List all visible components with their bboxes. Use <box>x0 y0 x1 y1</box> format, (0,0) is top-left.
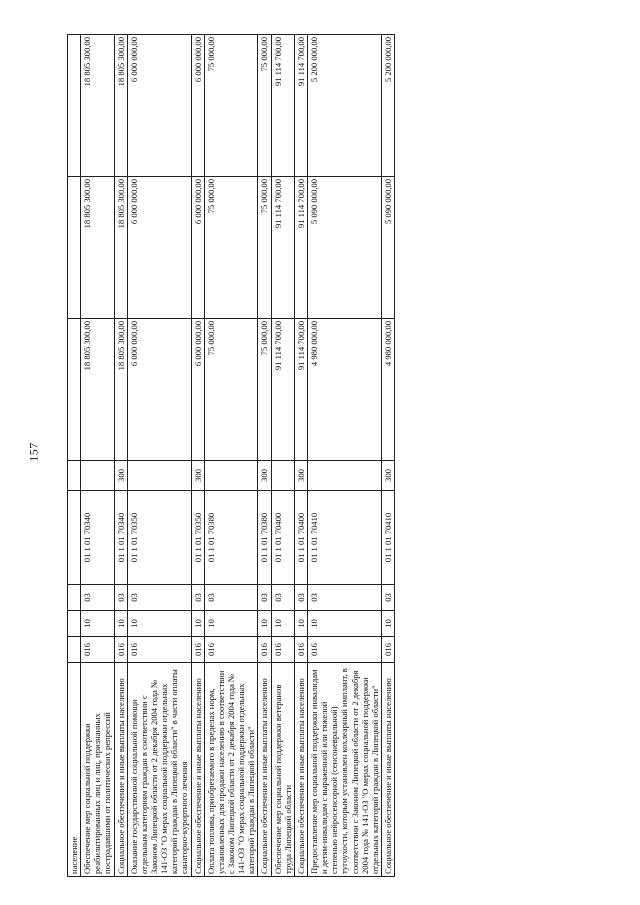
expense-type-cell <box>81 461 114 491</box>
table-row <box>191 35 204 877</box>
expense-type-cell: 300 <box>258 461 271 491</box>
amount-year2-cell: 6 000 000,00 <box>191 177 204 319</box>
target-article-cell: 01 1 01 70380 <box>204 491 258 585</box>
amount-year3-cell: 5 200 000,00 <box>381 35 394 177</box>
amount-year2-cell: 91 114 700,00 <box>271 177 294 319</box>
section-code-cell: 10 <box>307 611 381 637</box>
target-article-cell: 01 1 01 70340 <box>114 491 127 585</box>
amount-year3-cell: 75 000,00 <box>204 35 258 177</box>
table-row <box>271 35 294 877</box>
target-article-cell: 01 1 01 70350 <box>127 491 191 585</box>
amount-year1-cell: 4 980 000,00 <box>307 319 381 461</box>
amount-year2-cell: 6 000 000,00 <box>127 177 191 319</box>
expense-type-cell <box>127 461 191 491</box>
item-name-cell: Социальное обеспечение и иные выплаты населению <box>294 663 307 877</box>
budget-table <box>67 34 395 877</box>
admin-code-cell <box>68 637 81 663</box>
table-row <box>258 35 271 877</box>
expense-type-cell <box>271 461 294 491</box>
table-row <box>127 35 191 877</box>
admin-code-cell: 016 <box>258 637 271 663</box>
amount-year3-cell: 91 114 700,00 <box>271 35 294 177</box>
amount-year1-cell: 6 000 000,00 <box>127 319 191 461</box>
target-article-cell: 01 1 01 70380 <box>258 491 271 585</box>
target-article-cell: 01 1 01 70340 <box>81 491 114 585</box>
amount-year3-cell: 6 000 000,00 <box>127 35 191 177</box>
expense-type-cell <box>204 461 258 491</box>
amount-year2-cell: 75 000,00 <box>258 177 271 319</box>
table-row <box>204 35 258 877</box>
amount-year1-cell <box>68 319 81 461</box>
admin-code-cell: 016 <box>307 637 381 663</box>
section-code-cell: 10 <box>294 611 307 637</box>
item-name-cell: Оказание государственной социальной помощи отдельным категориям граждан в соответствии с Законом Липецкой области от 2 декабря 2004 года № 141-ОЗ "О мерах социальной поддержки отдельных категорий граждан в Липецкой области" в части оплаты санаторно-курортного лечения <box>127 663 191 877</box>
rotated-table-wrapper <box>67 35 587 877</box>
amount-year1-cell: 75 000,00 <box>258 319 271 461</box>
expense-type-cell <box>307 461 381 491</box>
section-code-cell: 10 <box>381 611 394 637</box>
admin-code-cell: 016 <box>271 637 294 663</box>
admin-code-cell: 016 <box>294 637 307 663</box>
amount-year3-cell: 18 805 300,00 <box>81 35 114 177</box>
amount-year2-cell: 5 090 000,00 <box>307 177 381 319</box>
expense-type-cell: 300 <box>294 461 307 491</box>
amount-year1-cell: 6 000 000,00 <box>191 319 204 461</box>
subsection-code-cell: 03 <box>258 585 271 611</box>
section-code-cell: 10 <box>114 611 127 637</box>
amount-year3-cell: 75 000,00 <box>258 35 271 177</box>
table-row <box>294 35 307 877</box>
admin-code-cell: 016 <box>204 637 258 663</box>
amount-year2-cell: 18 805 300,00 <box>114 177 127 319</box>
subsection-code-cell: 03 <box>204 585 258 611</box>
amount-year1-cell: 75 000,00 <box>204 319 258 461</box>
section-code-cell: 10 <box>81 611 114 637</box>
table-row <box>307 35 381 877</box>
table-row <box>81 35 114 877</box>
amount-year1-cell: 18 805 300,00 <box>114 319 127 461</box>
item-name-cell: Социальное обеспечение и иные выплаты населению <box>258 663 271 877</box>
amount-year3-cell <box>68 35 81 177</box>
item-name-cell: Социальное обеспечение и иные выплаты населению <box>191 663 204 877</box>
expense-type-cell: 300 <box>191 461 204 491</box>
subsection-code-cell: 03 <box>114 585 127 611</box>
section-code-cell: 10 <box>204 611 258 637</box>
amount-year1-cell: 4 980 000,00 <box>381 319 394 461</box>
admin-code-cell: 016 <box>191 637 204 663</box>
budget-table-body <box>68 35 395 877</box>
amount-year2-cell: 18 805 300,00 <box>81 177 114 319</box>
admin-code-cell: 016 <box>114 637 127 663</box>
page-number: 157 <box>26 442 41 462</box>
amount-year2-cell: 5 090 000,00 <box>381 177 394 319</box>
item-name-cell: Обеспечение мер социальной поддержки реабилитированных лиц и лиц, признанных пострадавшими от политических репрессий <box>81 663 114 877</box>
amount-year2-cell <box>68 177 81 319</box>
section-code-cell: 10 <box>271 611 294 637</box>
amount-year3-cell: 6 000 000,00 <box>191 35 204 177</box>
item-name-cell: Оплата топлива, приобретаемого в пределах норм, установленных для продажи населению в соответствии с Законом Липецкой области от 2 декабря 2004 года № 141-ОЗ "О мерах социальной поддержки отдельных категорий граждан в Липецкой области" <box>204 663 258 877</box>
subsection-code-cell: 03 <box>81 585 114 611</box>
target-article-cell: 01 1 01 70400 <box>271 491 294 585</box>
target-article-cell: 01 1 01 70410 <box>381 491 394 585</box>
item-name-cell: Социальное обеспечение и иные выплаты населению <box>114 663 127 877</box>
subsection-code-cell: 03 <box>127 585 191 611</box>
amount-year3-cell: 91 114 700,00 <box>294 35 307 177</box>
amount-year1-cell: 18 805 300,00 <box>81 319 114 461</box>
amount-year2-cell: 91 114 700,00 <box>294 177 307 319</box>
section-code-cell: 10 <box>191 611 204 637</box>
amount-year1-cell: 91 114 700,00 <box>271 319 294 461</box>
amount-year1-cell: 91 114 700,00 <box>294 319 307 461</box>
expense-type-cell <box>68 461 81 491</box>
expense-type-cell: 300 <box>381 461 394 491</box>
table-row <box>68 35 81 877</box>
target-article-cell: 01 1 01 70410 <box>307 491 381 585</box>
subsection-code-cell <box>68 585 81 611</box>
subsection-code-cell: 03 <box>191 585 204 611</box>
amount-year2-cell: 75 000,00 <box>204 177 258 319</box>
table-row <box>381 35 394 877</box>
subsection-code-cell: 03 <box>271 585 294 611</box>
subsection-code-cell: 03 <box>381 585 394 611</box>
section-code-cell: 10 <box>258 611 271 637</box>
expense-type-cell: 300 <box>114 461 127 491</box>
target-article-cell: 01 1 01 70350 <box>191 491 204 585</box>
item-name-cell: Социальное обеспечение и иные выплаты населению <box>381 663 394 877</box>
target-article-cell: 01 1 01 70400 <box>294 491 307 585</box>
subsection-code-cell: 03 <box>307 585 381 611</box>
item-name-cell: Предоставление мер социальной поддержки инвалидам и детям-инвалидам с выраженной или тяжелой степенью нейросенсорной (сенсоневральной) тугоухости, которым установлен кохлеарный имплант, в соответствии с Законом Липецкой области от 2 декабря 2004 года № 141-ОЗ "О мерах социальной поддержки отдельных категорий граждан в Липецкой области" <box>307 663 381 877</box>
admin-code-cell: 016 <box>81 637 114 663</box>
item-name-cell: население <box>68 663 81 877</box>
section-code-cell: 10 <box>127 611 191 637</box>
subsection-code-cell: 03 <box>294 585 307 611</box>
amount-year3-cell: 18 805 300,00 <box>114 35 127 177</box>
table-row <box>114 35 127 877</box>
section-code-cell <box>68 611 81 637</box>
amount-year3-cell: 5 200 000,00 <box>307 35 381 177</box>
admin-code-cell: 016 <box>381 637 394 663</box>
admin-code-cell: 016 <box>127 637 191 663</box>
target-article-cell <box>68 491 81 585</box>
item-name-cell: Обеспечение мер социальной поддержки ветеранов труда Липецкой области <box>271 663 294 877</box>
